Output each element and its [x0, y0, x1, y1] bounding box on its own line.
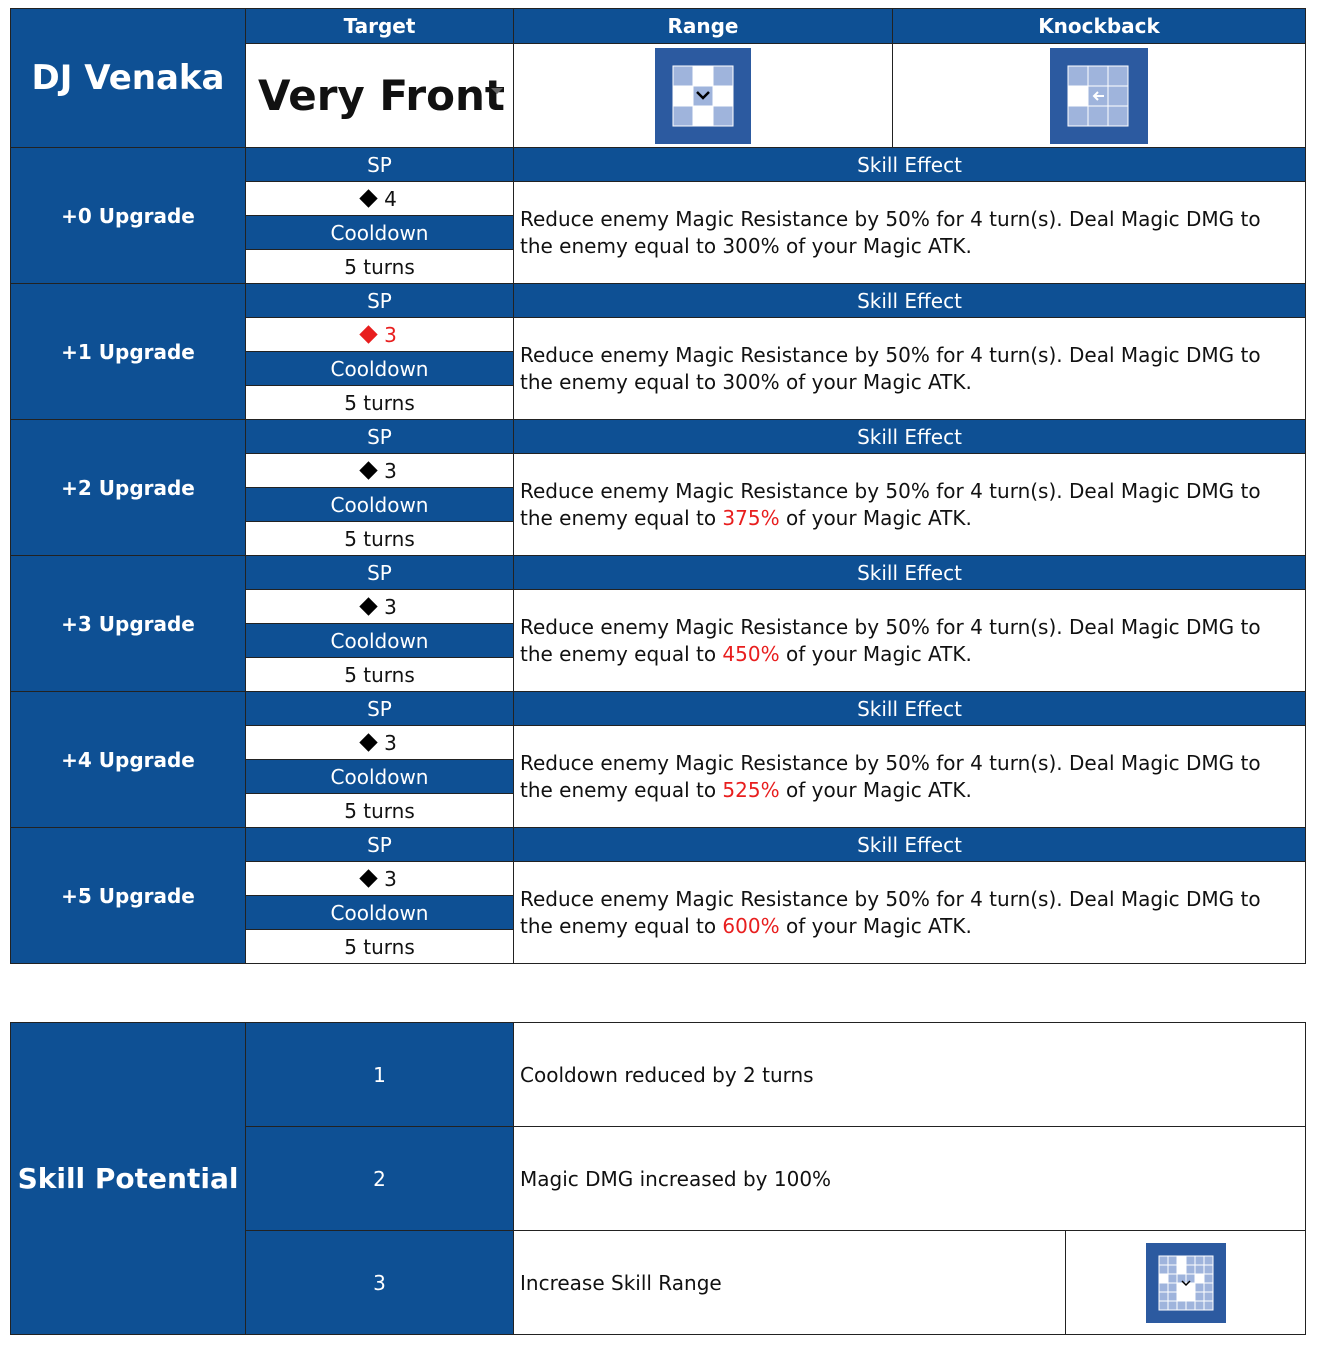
cooldown-label: Cooldown — [246, 216, 514, 250]
cooldown-label: Cooldown — [246, 488, 514, 522]
grid-cell — [1186, 1265, 1195, 1274]
expanded-range-grid-icon — [1146, 1243, 1226, 1323]
sp-label: SP — [246, 556, 514, 590]
range-header: Range — [514, 9, 893, 44]
upgrade-label: +3 Upgrade — [11, 556, 246, 692]
effect-text-pre: Reduce enemy Magic Resistance by 50% for 4 turn(s). Deal Magic DMG to the enemy equal to — [520, 886, 1261, 938]
skill-effect-text — [514, 454, 1306, 556]
cooldown-value: 5 turns — [246, 250, 514, 284]
grid-cell — [1204, 1274, 1213, 1283]
cooldown-label: Cooldown — [246, 896, 514, 930]
cooldown-value: 5 turns — [246, 386, 514, 420]
cooldown-label: Cooldown — [246, 760, 514, 794]
dropdown-caret-icon[interactable] — [491, 88, 503, 94]
cooldown-value: 5 turns — [246, 930, 514, 964]
potential-title: Skill Potential — [11, 1023, 246, 1335]
grid-cell — [1195, 1283, 1204, 1292]
sp-value: 3 — [384, 866, 397, 891]
grid-cell — [1168, 1292, 1177, 1301]
sp-value-cell — [246, 590, 514, 624]
grid-cell — [1159, 1283, 1168, 1292]
skill-effect-header: Skill Effect — [514, 148, 1306, 182]
effect-text-post: of your Magic ATK. — [779, 233, 972, 258]
diamond-icon — [359, 733, 377, 751]
grid-cell — [1195, 1301, 1204, 1310]
skill-effect-text — [514, 318, 1306, 420]
sp-label: SP — [246, 692, 514, 726]
sp-value: 3 — [384, 730, 397, 755]
diamond-icon — [359, 325, 377, 343]
potential-range-cell — [1066, 1231, 1306, 1335]
grid-cell — [1195, 1292, 1204, 1301]
effect-value: 375% — [722, 505, 780, 530]
potential-num: 3 — [246, 1231, 514, 1335]
range-cell — [514, 44, 893, 148]
knockback-grid-icon — [1050, 48, 1148, 144]
sp-label: SP — [246, 828, 514, 862]
sp-value-cell — [246, 318, 514, 352]
sp-value: 4 — [384, 186, 397, 211]
skill-name: DJ Venaka — [11, 9, 246, 148]
grid-cell — [1204, 1292, 1213, 1301]
grid-cell — [1186, 1292, 1195, 1301]
potential-num: 2 — [246, 1127, 514, 1231]
skill-effect-header: Skill Effect — [514, 556, 1306, 590]
potential-num: 1 — [246, 1023, 514, 1127]
sp-label: SP — [246, 148, 514, 182]
cooldown-value: 5 turns — [246, 658, 514, 692]
diamond-icon — [359, 189, 377, 207]
effect-text-pre: Reduce enemy Magic Resistance by 50% for 4 turn(s). Deal Magic DMG to the enemy equal to — [520, 614, 1261, 666]
grid-cell — [1168, 1256, 1177, 1265]
grid-cell — [1159, 1256, 1168, 1265]
effect-text-post: of your Magic ATK. — [779, 369, 972, 394]
effect-value: 600% — [722, 913, 780, 938]
knockback-header: Knockback — [893, 9, 1306, 44]
grid-cell — [1204, 1283, 1213, 1292]
upgrade-label: +0 Upgrade — [11, 148, 246, 284]
sp-label: SP — [246, 420, 514, 454]
knockback-cell — [893, 44, 1306, 148]
potential-text: Magic DMG increased by 100% — [514, 1127, 1306, 1231]
grid-cell — [1177, 1301, 1186, 1310]
diamond-icon — [359, 869, 377, 887]
target-dropdown[interactable] — [246, 44, 514, 148]
sp-value-cell — [246, 726, 514, 760]
diamond-icon — [359, 597, 377, 615]
skill-effect-header: Skill Effect — [514, 692, 1306, 726]
grid-cell — [1159, 1274, 1168, 1283]
grid-cell — [1177, 1265, 1186, 1274]
skill-effect-text — [514, 862, 1306, 964]
grid-cell — [1168, 1301, 1177, 1310]
effect-value: 300% — [722, 233, 780, 258]
diamond-icon — [359, 461, 377, 479]
sp-value-cell — [246, 862, 514, 896]
effect-value: 525% — [722, 777, 780, 802]
sp-value: 3 — [384, 322, 397, 347]
effect-value: 450% — [722, 641, 780, 666]
skill-effect-text — [514, 726, 1306, 828]
potential-text: Increase Skill Range — [514, 1231, 1066, 1335]
sp-value-cell — [246, 182, 514, 216]
skill-effect-header: Skill Effect — [514, 284, 1306, 318]
effect-value: 300% — [722, 369, 780, 394]
effect-text-pre: Reduce enemy Magic Resistance by 50% for 4 turn(s). Deal Magic DMG to the enemy equal to — [520, 342, 1261, 394]
skill-table — [10, 8, 1306, 964]
upgrade-label: +5 Upgrade — [11, 828, 246, 964]
sp-value-cell — [246, 454, 514, 488]
range-grid-icon — [655, 48, 751, 144]
effect-text-post: of your Magic ATK. — [779, 777, 972, 802]
effect-text-post: of your Magic ATK. — [779, 505, 972, 530]
grid-cell — [1195, 1256, 1204, 1265]
sp-value: 3 — [384, 594, 397, 619]
cooldown-value: 5 turns — [246, 522, 514, 556]
sp-value: 3 — [384, 458, 397, 483]
effect-text-post: of your Magic ATK. — [779, 913, 972, 938]
grid-cell — [1159, 1265, 1168, 1274]
skill-potential-table — [10, 1022, 1306, 1335]
grid-cell — [1177, 1292, 1186, 1301]
potential-text: Cooldown reduced by 2 turns — [514, 1023, 1306, 1127]
grid-cell — [1204, 1301, 1213, 1310]
grid-cell — [1177, 1256, 1186, 1265]
skill-effect-text — [514, 182, 1306, 284]
grid-cell — [1186, 1256, 1195, 1265]
cooldown-label: Cooldown — [246, 624, 514, 658]
effect-text-pre: Reduce enemy Magic Resistance by 50% for 4 turn(s). Deal Magic DMG to the enemy equal to — [520, 750, 1261, 802]
skill-effect-text — [514, 590, 1306, 692]
grid-cell — [1195, 1274, 1204, 1283]
sp-label: SP — [246, 284, 514, 318]
grid-cell — [1168, 1283, 1177, 1292]
skill-effect-header: Skill Effect — [514, 420, 1306, 454]
grid-cell — [1177, 1274, 1186, 1283]
skill-effect-header: Skill Effect — [514, 828, 1306, 862]
grid-cell — [1168, 1274, 1177, 1283]
grid-cell — [1168, 1265, 1177, 1274]
grid-cell — [1186, 1301, 1195, 1310]
cooldown-value: 5 turns — [246, 794, 514, 828]
effect-text-post: of your Magic ATK. — [779, 641, 972, 666]
upgrade-label: +1 Upgrade — [11, 284, 246, 420]
target-header: Target — [246, 9, 514, 44]
target-value: Very Front — [258, 71, 505, 120]
cooldown-label: Cooldown — [246, 352, 514, 386]
effect-text-pre: Reduce enemy Magic Resistance by 50% for 4 turn(s). Deal Magic DMG to the enemy equal to — [520, 478, 1261, 530]
upgrade-label: +2 Upgrade — [11, 420, 246, 556]
grid-cell — [1159, 1301, 1168, 1310]
grid-cell — [1186, 1274, 1195, 1283]
grid-cell — [1195, 1265, 1204, 1274]
grid-cell — [1204, 1265, 1213, 1274]
upgrade-label: +4 Upgrade — [11, 692, 246, 828]
grid-cell — [1159, 1292, 1168, 1301]
grid-cell — [1204, 1256, 1213, 1265]
effect-text-pre: Reduce enemy Magic Resistance by 50% for 4 turn(s). Deal Magic DMG to the enemy equal to — [520, 206, 1261, 258]
